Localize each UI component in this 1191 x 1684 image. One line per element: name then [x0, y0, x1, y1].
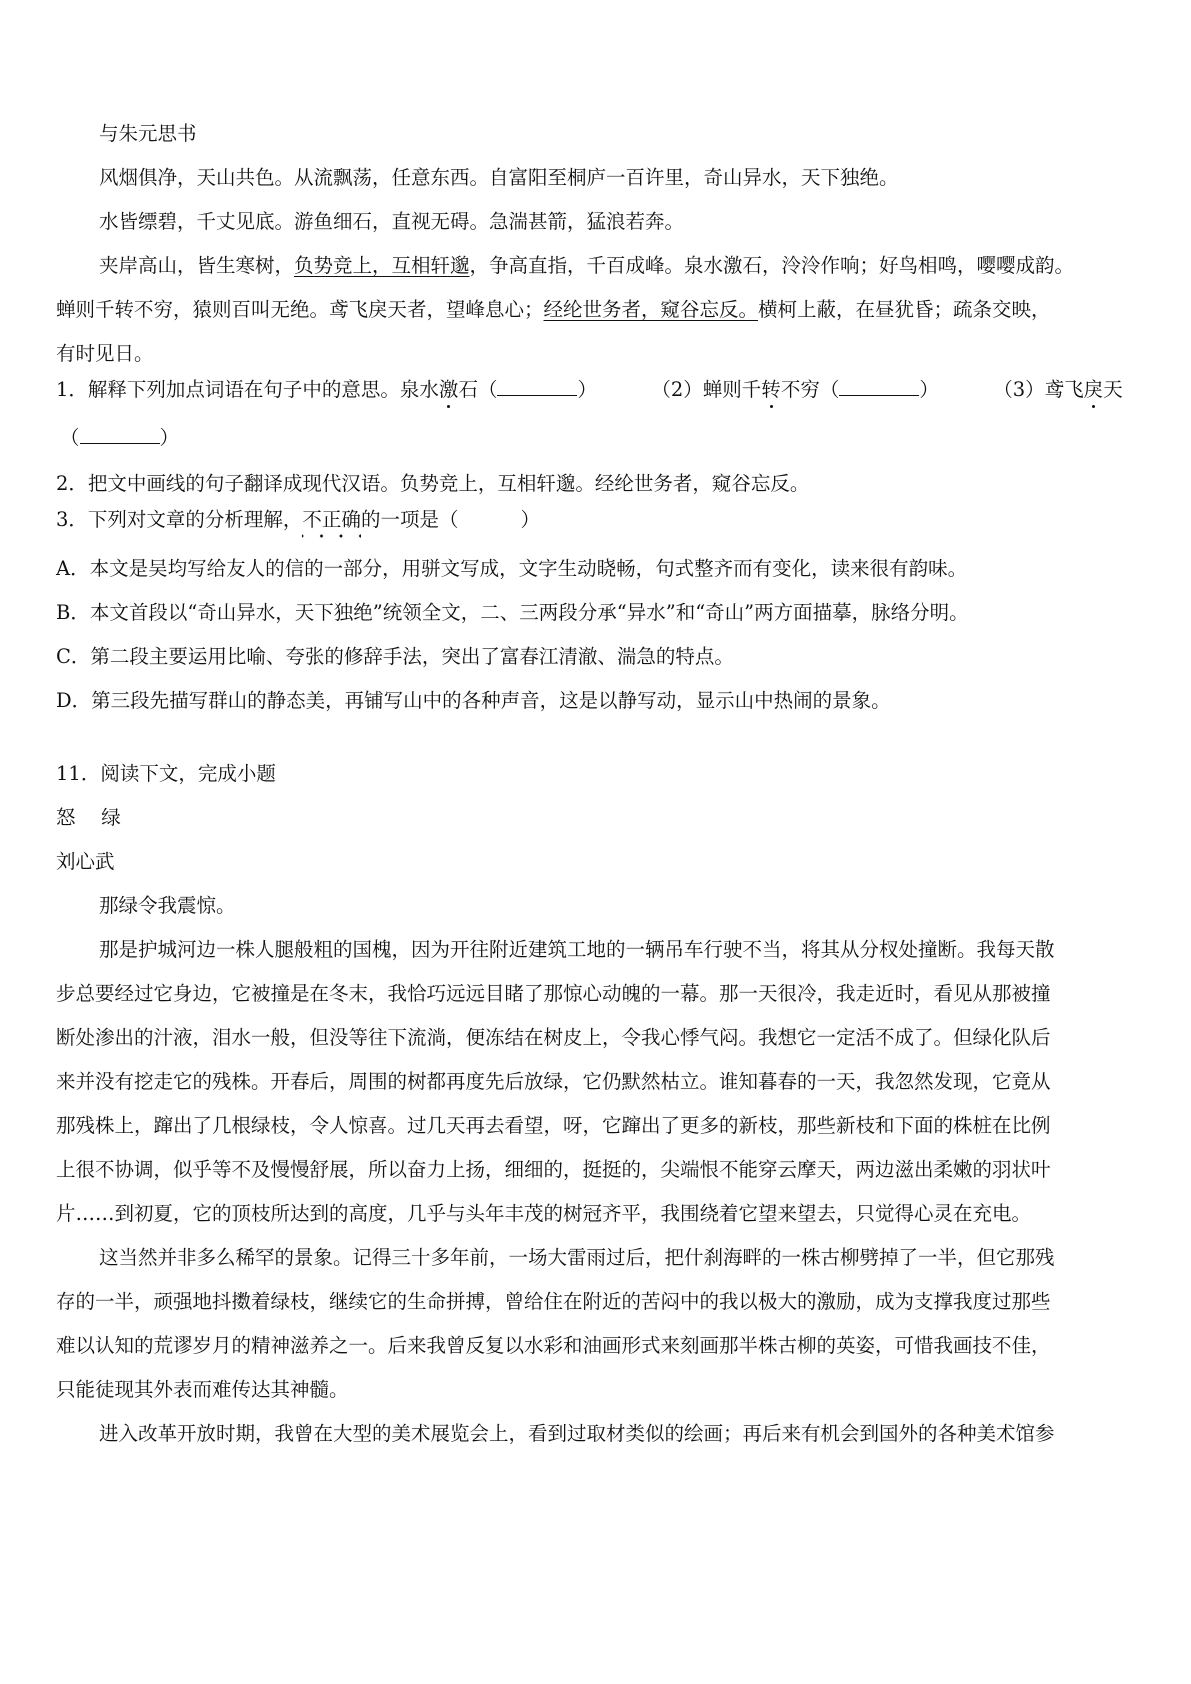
underlined-sentence-1: 负势竞上，互相轩邈	[294, 254, 470, 277]
article-paragraph-3-line: 这当然并非多么稀罕的景象。记得三十多年前，一场大雷雨过后，把什刹海畔的一株古柳劈掉了一半，但它那残	[99, 1246, 1055, 1269]
text-segment: 蝉则千转不穷，猿则百叫无绝。鸢飞戾天者，望峰息心；	[56, 298, 544, 321]
question-3	[56, 504, 540, 532]
passage-paragraph-3-line-3: 有时见日。	[56, 342, 154, 365]
text-segment: 夹岸高山，皆生寒树，	[99, 254, 295, 277]
passage-paragraph-2: 水皆缥碧，千丈见底。游鱼细石，直视无碍。急湍甚箭，猛浪若奔。	[99, 210, 685, 233]
article-title: 怒 绿	[56, 806, 121, 829]
text-segment: 横柯上蔽，在昼犹昏；疏条交映，	[758, 298, 1051, 321]
article-paragraph-4-line: 进入改革开放时期，我曾在大型的美术展览会上，看到过取材类似的绘画；再后来有机会到国外的各种美术馆参	[99, 1422, 1055, 1445]
text-segment: ）	[919, 378, 939, 401]
dotted-word-2: 转	[761, 378, 781, 401]
passage-title: 与朱元思书	[99, 122, 197, 145]
article-paragraph-2-line: 来并没有挖走它的残株。开春后，周围的树都再度先后放绿，它仍默然枯立。谁知暮春的一天，我忽然发现，它竟从	[56, 1070, 1051, 1093]
option-c[interactable]: C．第二段主要运用比喻、夸张的修辞手法，突出了富春江清澈、湍急的特点。	[56, 645, 734, 668]
text-segment: （2）蝉则千	[651, 378, 762, 401]
emphasized-word: 不正确	[302, 508, 361, 539]
article-paragraph-3-line: 难以认知的荒谬岁月的精神滋养之一。后来我曾反复以水彩和油画形式来刻画那半株古柳的英姿，可惜我画技不佳，	[56, 1334, 1051, 1357]
text-segment: 天	[1103, 378, 1123, 401]
article-paragraph-2-line: 上很不协调，似乎等不及慢慢舒展，所以奋力上扬，细细的，挺挺的，尖端恨不能穿云摩天，两边滋出柔嫩的羽状叶	[56, 1158, 1051, 1181]
question-1-line-2	[60, 422, 179, 450]
text-segment: 的一项是（	[360, 508, 459, 531]
article-paragraph-2-line: 断处渗出的汁液，泪水一般，但没等往下流淌，便冻结在树皮上，令我心悸气闷。我想它一定活不成了。但绿化队后	[56, 1026, 1051, 1049]
article-paragraph-3-line: 只能徒现其外表而难传达其神髓。	[56, 1378, 349, 1401]
article-paragraph-2-line: 片……到初夏，它的顶枝所达到的高度，几乎与头年丰茂的树冠齐平，我围绕着它望来望去，只觉得心灵在充电。	[56, 1202, 1032, 1225]
question-11-heading: 11．阅读下文，完成小题	[56, 762, 276, 785]
option-b[interactable]: B．本文首段以“奇山异水，天下独绝”统领全文，二、三两段分承“异水”和“奇山”两方面描摹，脉络分明。	[56, 601, 969, 624]
text-segment: ）	[520, 508, 540, 531]
article-paragraph-2-line: 那是护城河边一株人腿般粗的国槐，因为开往附近建筑工地的一辆吊车行驶不当，将其从分杈处撞断。我每天散	[99, 938, 1055, 961]
text-segment: （	[60, 426, 80, 449]
answer-blank-3[interactable]	[80, 427, 160, 444]
text-segment: （3）鸢飞	[993, 378, 1084, 401]
passage-paragraph-3-line-1	[99, 250, 1074, 278]
answer-blank-2[interactable]	[839, 379, 919, 396]
article-paragraph-2-line: 那残株上，蹿出了几根绿枝，令人惊喜。过几天再去看望，呀，它蹿出了更多的新枝，那些新枝和下面的株桩在比例	[56, 1114, 1051, 1137]
text-segment: 石（	[458, 378, 498, 401]
text-segment: 3．下列对文章的分析理解，	[56, 508, 303, 531]
text-segment: ，争高直指，千百成峰。泉水激石，泠泠作响；好鸟相鸣，嘤嘤成韵。	[469, 254, 1075, 277]
article-paragraph-1: 那绿令我震惊。	[99, 894, 236, 917]
article-paragraph-2-line: 步总要经过它身边，它被撞是在冬末，我恰巧远远目睹了那惊心动魄的一幕。那一天很冷，我走近时，看见从那被撞	[56, 982, 1051, 1005]
text-segment: 不穷（	[780, 378, 840, 401]
question-2: 2．把文中画线的句子翻译成现代汉语。负势竞上，互相轩邈。经纶世务者，窥谷忘反。	[56, 472, 810, 495]
option-d[interactable]: D．第三段先描写群山的静态美，再铺写山中的各种声音，这是以静写动，显示山中热闹的景象。	[56, 689, 891, 712]
option-a[interactable]: A．本文是吴均写给友人的信的一部分，用骈文写成，文字生动晓畅，句式整齐而有变化，读来很有韵味。	[56, 557, 968, 580]
answer-blank-1[interactable]	[497, 379, 577, 396]
article-paragraph-3-line: 存的一半，顽强地抖擞着绿枝，继续它的生命拼搏，曾给住在附近的苦闷中的我以极大的激励，成为支撑我度过那些	[56, 1290, 1051, 1313]
underlined-sentence-2: 经纶世务者，窥谷忘反。	[543, 298, 759, 321]
text-segment: ）	[159, 426, 180, 449]
dotted-word-1: 激	[438, 378, 459, 401]
article-author: 刘心武	[56, 850, 115, 873]
passage-paragraph-1: 风烟俱净，天山共色。从流飘荡，任意东西。自富阳至桐庐一百许里，奇山异水，天下独绝。	[99, 166, 899, 189]
dotted-word-3: 戾	[1083, 378, 1104, 401]
passage-paragraph-3-line-2	[56, 294, 1051, 322]
text-segment: ）	[577, 378, 597, 401]
question-1-line-1	[56, 374, 1123, 402]
question-1-prefix: 1．解释下列加点词语在句子中的意思。泉水	[56, 378, 439, 401]
